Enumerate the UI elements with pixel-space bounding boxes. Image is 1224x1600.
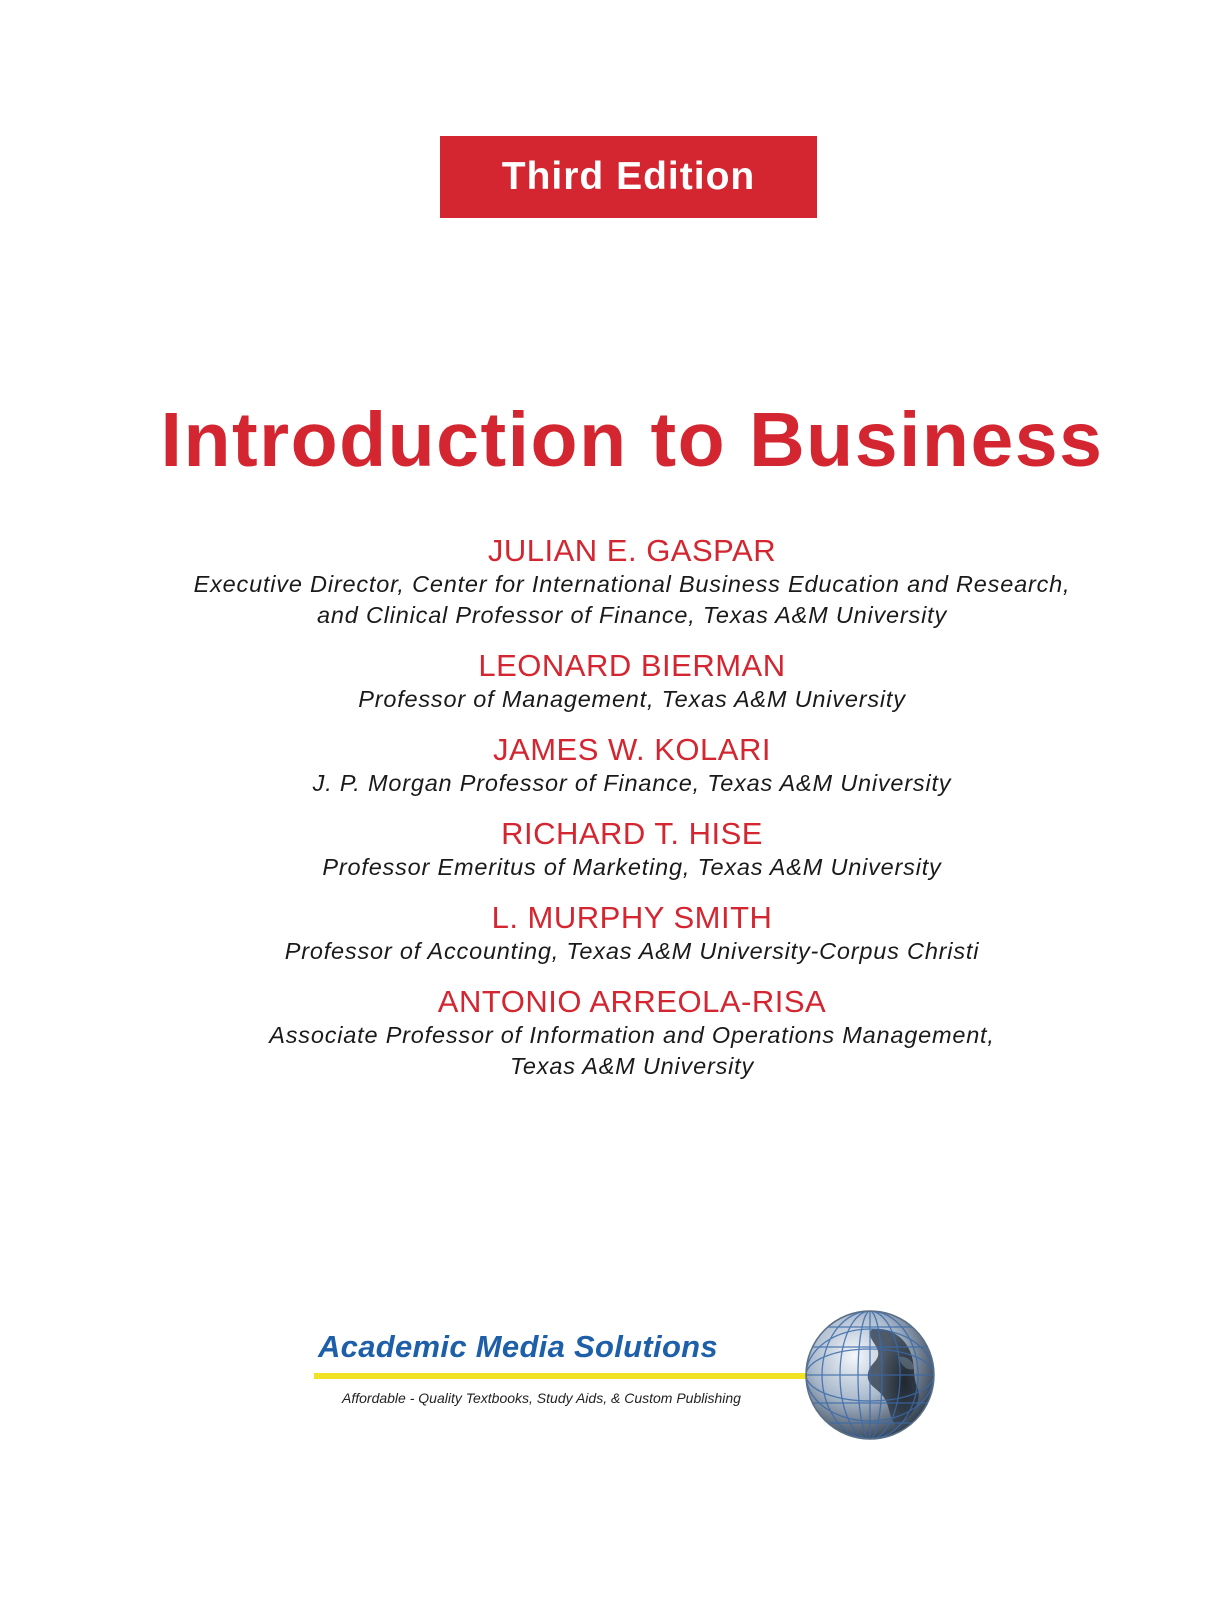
author-affiliation: J. P. Morgan Professor of Finance, Texas A&M University <box>312 770 952 796</box>
author-affiliation: Professor of Management, Texas A&M University <box>358 686 906 712</box>
author-entry <box>0 984 1224 1082</box>
author-name: ANTONIO ARREOLA-RISA <box>437 984 827 1019</box>
author-name: JAMES W. KOLARI <box>493 732 771 767</box>
author-entry <box>0 816 1224 883</box>
globe-icon <box>802 1307 938 1443</box>
publisher-underline <box>314 1373 834 1379</box>
edition-label: Third Edition <box>501 155 756 198</box>
publisher-tagline: Affordable - Quality Textbooks, Study Aids, & Custom Publishing <box>342 1390 741 1406</box>
author-name: L. MURPHY SMITH <box>491 900 773 935</box>
author-affiliation: Professor of Accounting, Texas A&M University-Corpus Christi <box>284 938 980 964</box>
author-entry <box>0 533 1224 631</box>
author-entry <box>0 732 1224 799</box>
author-list <box>0 533 1224 1099</box>
author-name: JULIAN E. GASPAR <box>487 533 777 568</box>
author-name: LEONARD BIERMAN <box>478 648 786 683</box>
publisher-logo <box>314 1305 944 1445</box>
author-entry <box>0 648 1224 715</box>
author-affiliation: Executive Director, Center for International Business Education and Research, and Clinical Professor of Finance, Texas A&M University <box>193 571 1071 628</box>
author-affiliation: Professor Emeritus of Marketing, Texas A&M University <box>322 854 942 880</box>
author-entry <box>0 900 1224 967</box>
author-name: RICHARD T. HISE <box>501 816 763 851</box>
edition-badge <box>440 136 817 218</box>
publisher-name: Academic Media Solutions <box>318 1329 718 1364</box>
author-affiliation: Associate Professor of Information and Operations Management, Texas A&M University <box>269 1022 995 1079</box>
book-title: Introduction to Business <box>160 396 1104 483</box>
